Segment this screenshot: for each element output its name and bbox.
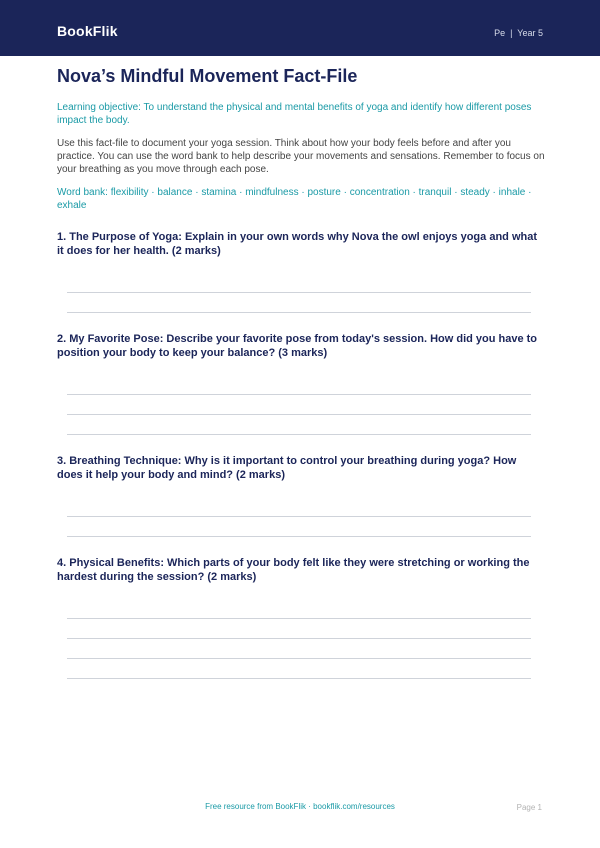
footer-credit[interactable]: Free resource from BookFlik · bookflik.com/resources — [205, 802, 395, 811]
answer-line[interactable] — [67, 414, 531, 415]
word-bank: Word bank: flexibility · balance · stamina · mindfulness · posture · concentration · tranquil · steady · inhale · exhale — [57, 187, 532, 211]
answer-line[interactable] — [67, 678, 531, 679]
answer-line[interactable] — [67, 536, 531, 537]
answer-line[interactable] — [67, 516, 531, 517]
page-title: Nova’s Mindful Movement Fact-File — [57, 66, 358, 86]
brand-logo: BookFlik — [57, 23, 118, 39]
answer-line[interactable] — [67, 638, 531, 639]
answer-line[interactable] — [67, 312, 531, 313]
header-bar — [0, 0, 600, 56]
question-2: 2. My Favorite Pose: Describe your favorite pose from today's session. How did you have to position your body to keep your balance? (3 marks) — [57, 333, 538, 359]
answer-line[interactable] — [67, 394, 531, 395]
learning-objective: Learning objective: To understand the physical and mental benefits of yoga and identify how different poses impact the body. — [57, 102, 532, 126]
answer-line[interactable] — [67, 434, 531, 435]
page-number: Page 1 — [516, 803, 542, 812]
subject-year-label: Pe | Year 5 — [494, 28, 543, 38]
answer-line[interactable] — [67, 658, 531, 659]
question-4: 4. Physical Benefits: Which parts of your body felt like they were stretching or working the hardest during the session? (2 marks) — [57, 557, 530, 583]
intro-text: Use this fact-file to document your yoga session. Think about how your body feels before and after you practice. You can use the word bank to help describe your movements and sensations. Remember to focus on your breathing as you move through each pose. — [57, 138, 545, 175]
answer-line[interactable] — [67, 292, 531, 293]
question-3: 3. Breathing Technique: Why is it important to control your breathing during yoga? How does it help your body and mind? (2 marks) — [57, 455, 517, 481]
question-1: 1. The Purpose of Yoga: Explain in your own words why Nova the owl enjoys yoga and what it does for her health. (2 marks) — [57, 231, 537, 257]
answer-line[interactable] — [67, 618, 531, 619]
